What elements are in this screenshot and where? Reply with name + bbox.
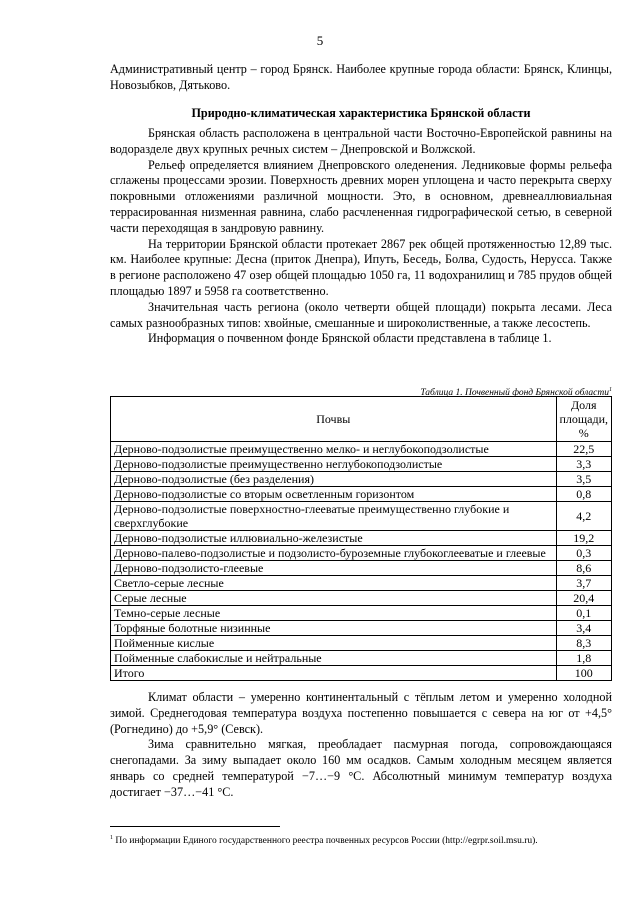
page-number: 5 (316, 33, 324, 48)
soil-name: Дерново-подзолистые иллювиально-железистые (111, 531, 557, 546)
table-row (111, 502, 612, 531)
soil-name: Дерново-подзолистые преимущественно неглубокоподзолистые (111, 457, 557, 472)
table-row (111, 576, 612, 591)
table-row (111, 621, 612, 636)
soil-share: 20,4 (556, 591, 612, 606)
body-text-before-table (110, 126, 612, 347)
soil-name: Дерново-подзолистые (без разделения) (111, 472, 557, 487)
soil-share: 0,3 (556, 546, 612, 561)
footnote-ref: 1 (609, 387, 612, 393)
footnote (110, 832, 612, 847)
footnote-divider (110, 826, 280, 827)
paragraph-rivers: На территории Брянской области протекает 2867 рек общей протяженностью 12,89 тыс. км. Наиболее крупные: Десна (приток Днепра), Ипуть, Беседь, Болва, Судость, Нерусса. Также в регионе расположено 47 озер общей площадью 1050 га, 11 водохранилищ и 785 прудов общей площадью 1897 и 5958 га соответственно. (110, 236, 612, 298)
soil-name: Дерново-подзолистые преимущественно мелко- и неглубокоподзолистые (111, 442, 557, 457)
section-heading: Природно-климатическая характеристика Брянской области (191, 106, 531, 120)
soil-share: 3,5 (556, 472, 612, 487)
table-row (111, 442, 612, 457)
table-header-row (111, 397, 612, 442)
table-row (111, 636, 612, 651)
total-value: 100 (556, 666, 612, 681)
total-label: Итого (111, 666, 557, 681)
soil-name: Дерново-подзолистые поверхностно-глееватые преимущественно глубокие и сверхглубокие (111, 502, 557, 531)
soil-name: Пойменные слабокислые и нейтральные (111, 651, 557, 666)
footnote-text: По информации Единого государственного реестра почвенных ресурсов России (http://egrpr.soil.msu.ru). (115, 836, 538, 847)
soil-name: Дерново-подзолистые со вторым осветленным горизонтом (111, 487, 557, 502)
paragraph-climate: Климат области – умеренно континентальный с тёплым летом и умеренно холодной зимой. Среднегодовая температура воздуха постепенно повышается с севера на юг от +4,5° (Рогнедино) до +5,9° (Севск). (110, 690, 612, 736)
table-row (111, 472, 612, 487)
table-row (111, 651, 612, 666)
soil-share: 8,3 (556, 636, 612, 651)
intro-text: Административный центр – город Брянск. Наиболее крупные города области: Брянск, Клинцы, Новозыбков, Дятьково. (110, 62, 612, 92)
soil-share: 4,2 (556, 502, 612, 531)
footnote-mark: 1 (110, 835, 113, 841)
table-caption-text: Таблица 1. Почвенный фонд Брянской области (420, 388, 609, 399)
soil-name: Дерново-подзолисто-глеевые (111, 561, 557, 576)
soil-name: Темно-серые лесные (111, 606, 557, 621)
soil-name: Дерново-палево-подзолистые и подзолисто-буроземные глубокоглееватые и глеевые (111, 546, 557, 561)
soil-share: 22,5 (556, 442, 612, 457)
header-soil: Почвы (111, 397, 557, 442)
paragraph-location: Брянская область расположена в центральной части Восточно-Европейской равнины на водоразделе двух крупных речных систем – Днепровской и Волжской. (110, 126, 612, 156)
table-row (111, 531, 612, 546)
soil-share: 3,4 (556, 621, 612, 636)
intro-paragraph (110, 62, 612, 94)
soil-share: 1,8 (556, 651, 612, 666)
table-row (111, 487, 612, 502)
soil-name: Светло-серые лесные (111, 576, 557, 591)
soil-share: 8,6 (556, 561, 612, 576)
soil-share: 3,7 (556, 576, 612, 591)
body-text-after-table (110, 690, 612, 801)
soil-share: 3,3 (556, 457, 612, 472)
table-row (111, 457, 612, 472)
soil-name: Торфяные болотные низинные (111, 621, 557, 636)
paragraph-forests: Значительная часть региона (около четверти общей площади) покрыта лесами. Леса самых разнообразных типов: хвойные, смешанные и широколиственные, а также лесостепь. (110, 299, 612, 330)
soil-name: Пойменные кислые (111, 636, 557, 651)
header-share: Доля площади, % (556, 397, 612, 442)
table-row (111, 591, 612, 606)
table-row (111, 546, 612, 561)
soil-name: Серые лесные (111, 591, 557, 606)
table-total-row (111, 666, 612, 681)
paragraph-relief: Рельеф определяется влиянием Днепровского оледенения. Ледниковые формы рельефа сглажены процессами эрозии. Поверхность древних морен уплощена и часто перекрыта сверху покровными отложениями различной мощности. Это, в основном, древнеаллювиальная террасированная низменная равнина, слабо расчлененная гидрографической сетью, в северной части переходящая в зандровую равнину. (110, 157, 612, 235)
table-row (111, 606, 612, 621)
soil-share: 0,8 (556, 487, 612, 502)
paragraph-table-intro: Информация о почвенном фонде Брянской области представлена в таблице 1. (148, 331, 552, 346)
paragraph-winter: Зима сравнительно мягкая, преобладает пасмурная погода, сопровождающаяся снегопадами. За зиму выпадает около 160 мм осадков. Самым холодным месяцем является январь со средней температурой −7…−9 °С. Абсолютный минимум температур воздуха достигает −37…−41 °С. (110, 737, 612, 799)
soil-table (110, 396, 612, 681)
table-row (111, 561, 612, 576)
soil-share: 0,1 (556, 606, 612, 621)
soil-share: 19,2 (556, 531, 612, 546)
